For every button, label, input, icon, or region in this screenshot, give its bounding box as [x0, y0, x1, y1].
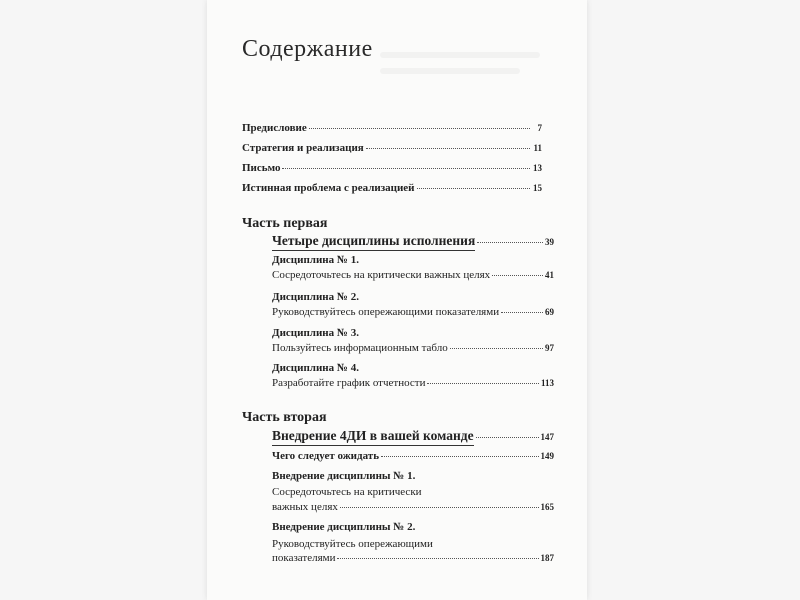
- implementation-title: важных целях: [272, 501, 338, 513]
- bleed-through-mark: [380, 52, 540, 58]
- part-one-title[interactable]: [272, 233, 554, 251]
- toc-page-number: 15: [533, 183, 542, 193]
- part-title-label: Четыре дисциплины исполнения: [272, 233, 475, 251]
- expect-entry[interactable]: [272, 449, 554, 463]
- discipline-title: Сосредоточьтесь на критически важных целях: [272, 269, 491, 281]
- expect-label: Чего следует ожидать: [272, 450, 380, 462]
- implementation-line: Руководствуйтесь опережающими: [272, 538, 433, 550]
- implementation-title: показателями: [272, 552, 336, 564]
- leader-dots: [501, 312, 543, 313]
- discipline-title: Руководствуйтесь опережающими показателями: [272, 306, 500, 318]
- toc-entry[interactable]: [242, 161, 542, 175]
- part-two-title[interactable]: [272, 428, 554, 446]
- leader-dots: [340, 507, 539, 508]
- toc-entry[interactable]: [242, 121, 542, 135]
- leader-dots: [309, 128, 530, 129]
- discipline-heading: Дисциплина № 3.: [272, 327, 359, 339]
- leader-dots: [381, 456, 538, 457]
- implementation-line: Сосредоточьтесь на критически: [272, 486, 422, 498]
- toc-entry-label: Истинная проблема с реализацией: [242, 182, 415, 194]
- toc-page-number: 69: [545, 307, 554, 317]
- toc-page-number: 113: [540, 378, 554, 388]
- toc-page-number: 147: [540, 432, 554, 442]
- leader-dots: [476, 437, 539, 438]
- toc-entry-label: Предисловие: [242, 122, 307, 134]
- leader-dots: [492, 275, 543, 276]
- leader-dots: [450, 348, 543, 349]
- discipline-entry[interactable]: [272, 268, 554, 282]
- toc-page-number: 41: [545, 270, 554, 280]
- discipline-heading: Дисциплина № 2.: [272, 291, 359, 303]
- discipline-entry[interactable]: [272, 376, 554, 390]
- implementation-heading: Внедрение дисциплины № 1.: [272, 470, 416, 482]
- toc-page-number: 165: [540, 502, 554, 512]
- implementation-entry[interactable]: [272, 551, 554, 565]
- implementation-entry[interactable]: [272, 500, 554, 514]
- leader-dots: [282, 168, 530, 169]
- leader-dots: [417, 188, 530, 189]
- toc-page-number: 187: [540, 553, 554, 563]
- discipline-heading: Дисциплина № 1.: [272, 254, 359, 266]
- discipline-title: Разработайте график отчетности: [272, 377, 426, 389]
- toc-entry-label: Стратегия и реализация: [242, 142, 364, 154]
- leader-dots: [477, 242, 543, 243]
- bleed-through-mark: [380, 68, 520, 74]
- toc-page-number: 39: [545, 237, 554, 247]
- discipline-entry[interactable]: [272, 341, 554, 355]
- toc-page-number: 13: [533, 163, 542, 173]
- leader-dots: [427, 383, 539, 384]
- part-two-label: Часть вторая: [242, 410, 327, 425]
- discipline-heading: Дисциплина № 4.: [272, 362, 359, 374]
- part-one-label: Часть первая: [242, 216, 328, 231]
- toc-page-number: 11: [533, 143, 542, 153]
- toc-entry-label: Письмо: [242, 162, 281, 174]
- leader-dots: [337, 558, 538, 559]
- part-title-label: Внедрение 4ДИ в вашей команде: [272, 428, 474, 446]
- toc-page-number: 149: [540, 451, 554, 461]
- discipline-title: Пользуйтесь информационным табло: [272, 342, 448, 354]
- page-title: Содержание: [242, 36, 373, 62]
- discipline-entry[interactable]: [272, 305, 554, 319]
- toc-page-number: 97: [545, 343, 554, 353]
- leader-dots: [366, 148, 530, 149]
- implementation-heading: Внедрение дисциплины № 2.: [272, 521, 416, 533]
- toc-page-number: 7: [537, 123, 542, 133]
- toc-entry[interactable]: [242, 181, 542, 195]
- toc-entry[interactable]: [242, 141, 542, 155]
